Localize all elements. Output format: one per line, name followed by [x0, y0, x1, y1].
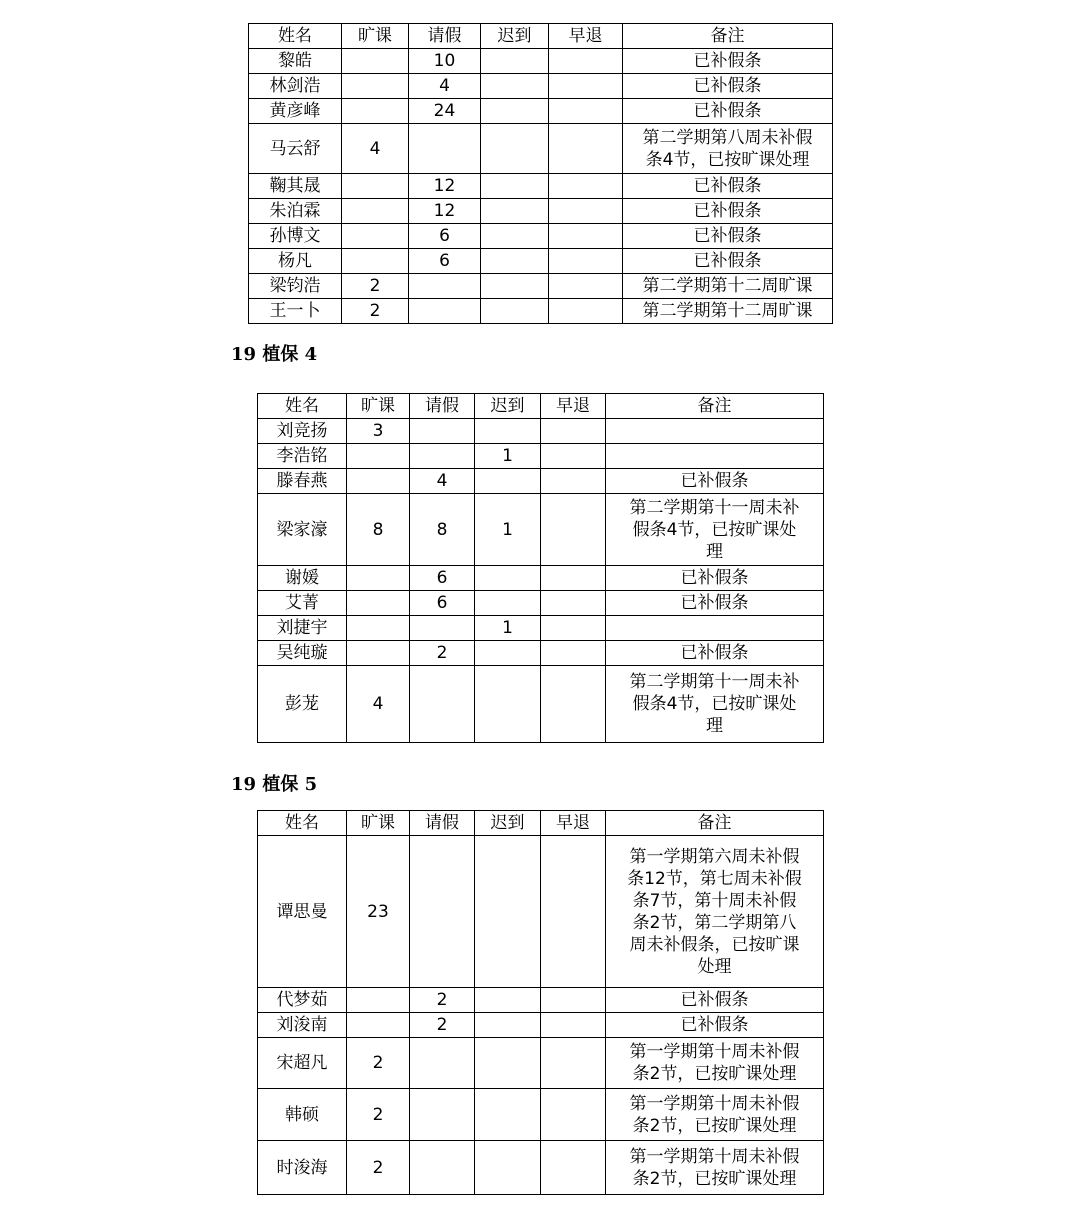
- cell-note: 已补假条: [623, 199, 833, 224]
- cell-leave: [410, 419, 475, 444]
- cell-late: [475, 566, 541, 591]
- cell-absent: [342, 99, 409, 124]
- header-row: [249, 24, 833, 49]
- cell-absent: [347, 591, 410, 616]
- cell-early: [541, 666, 606, 743]
- table-row: [258, 566, 824, 591]
- header-name: 姓名: [258, 394, 347, 419]
- cell-name: 刘竞扬: [258, 419, 347, 444]
- cell-late: 1: [475, 494, 541, 566]
- cell-note: 第二学期第十一周未补 假条4节，已按旷课处 理: [606, 494, 824, 566]
- cell-note: 第二学期第十二周旷课: [623, 299, 833, 324]
- cell-absent: [342, 199, 409, 224]
- cell-leave: 8: [410, 494, 475, 566]
- cell-leave: [410, 1141, 475, 1195]
- cell-leave: [409, 124, 481, 174]
- header-note: 备注: [606, 394, 824, 419]
- table-row: [249, 249, 833, 274]
- cell-late: [475, 1089, 541, 1141]
- cell-note: [606, 444, 824, 469]
- table-row: [249, 299, 833, 324]
- cell-late: [481, 99, 549, 124]
- cell-early: [549, 99, 623, 124]
- table-row: [249, 199, 833, 224]
- section-title: 19 植保 5: [231, 774, 318, 795]
- cell-absent: [347, 641, 410, 666]
- cell-name: 时浚海: [258, 1141, 347, 1195]
- cell-name: 黄彦峰: [249, 99, 342, 124]
- cell-name: 孙博文: [249, 224, 342, 249]
- cell-leave: [409, 274, 481, 299]
- cell-early: [541, 469, 606, 494]
- cell-name: 梁钧浩: [249, 274, 342, 299]
- cell-absent: [342, 49, 409, 74]
- table-row: [249, 99, 833, 124]
- cell-note: 已补假条: [623, 74, 833, 99]
- cell-absent: 4: [342, 124, 409, 174]
- cell-leave: [410, 666, 475, 743]
- cell-early: [549, 174, 623, 199]
- table-row: [258, 1141, 824, 1195]
- cell-name: 宋超凡: [258, 1038, 347, 1089]
- header-note: 备注: [606, 811, 824, 836]
- cell-note: 已补假条: [623, 174, 833, 199]
- cell-name: 代梦茹: [258, 988, 347, 1013]
- cell-note: 已补假条: [606, 591, 824, 616]
- table-row: [258, 616, 824, 641]
- cell-leave: 2: [410, 641, 475, 666]
- cell-note: 第二学期第八周未补假 条4节，已按旷课处理: [623, 124, 833, 174]
- header-name: 姓名: [258, 811, 347, 836]
- header-name: 姓名: [249, 24, 342, 49]
- cell-late: [475, 1038, 541, 1089]
- cell-early: [541, 641, 606, 666]
- cell-early: [541, 419, 606, 444]
- table-row: [249, 49, 833, 74]
- cell-absent: 2: [342, 274, 409, 299]
- header-late: 迟到: [481, 24, 549, 49]
- cell-absent: 2: [347, 1038, 410, 1089]
- cell-early: [541, 1038, 606, 1089]
- cell-name: 谢媛: [258, 566, 347, 591]
- cell-early: [541, 566, 606, 591]
- cell-absent: [347, 444, 410, 469]
- header-early: 早退: [541, 394, 606, 419]
- cell-name: 韩硕: [258, 1089, 347, 1141]
- cell-early: [549, 224, 623, 249]
- cell-leave: 12: [409, 199, 481, 224]
- table-row: [249, 74, 833, 99]
- table-row: [249, 274, 833, 299]
- cell-note: 已补假条: [623, 249, 833, 274]
- cell-late: [481, 249, 549, 274]
- cell-early: [549, 299, 623, 324]
- cell-note: 已补假条: [623, 49, 833, 74]
- cell-note: 第一学期第十周未补假 条2节，已按旷课处理: [606, 1089, 824, 1141]
- cell-absent: 2: [347, 1089, 410, 1141]
- cell-note: [606, 616, 824, 641]
- cell-late: [481, 224, 549, 249]
- cell-leave: [410, 1089, 475, 1141]
- header-late: 迟到: [475, 811, 541, 836]
- cell-note: 第二学期第十二周旷课: [623, 274, 833, 299]
- table-row: [258, 988, 824, 1013]
- header-leave: 请假: [409, 24, 481, 49]
- cell-leave: [410, 836, 475, 988]
- table-row: [249, 174, 833, 199]
- table-row: [258, 494, 824, 566]
- cell-early: [541, 616, 606, 641]
- cell-absent: 23: [347, 836, 410, 988]
- cell-late: [475, 591, 541, 616]
- cell-early: [541, 494, 606, 566]
- cell-note: 第二学期第十一周未补 假条4节，已按旷课处 理: [606, 666, 824, 743]
- cell-leave: 4: [409, 74, 481, 99]
- table-row: [258, 666, 824, 743]
- cell-note: 已补假条: [606, 566, 824, 591]
- header-row: [258, 394, 824, 419]
- cell-early: [549, 274, 623, 299]
- header-early: 早退: [541, 811, 606, 836]
- table-row: [258, 591, 824, 616]
- cell-late: [481, 49, 549, 74]
- table-row: [258, 836, 824, 988]
- cell-leave: [410, 444, 475, 469]
- cell-name: 林剑浩: [249, 74, 342, 99]
- cell-absent: [342, 174, 409, 199]
- cell-leave: 6: [409, 249, 481, 274]
- cell-leave: 2: [410, 988, 475, 1013]
- cell-early: [549, 199, 623, 224]
- cell-name: 黎皓: [249, 49, 342, 74]
- cell-early: [549, 124, 623, 174]
- cell-leave: 24: [409, 99, 481, 124]
- cell-late: [475, 1013, 541, 1038]
- header-absent: 旷课: [342, 24, 409, 49]
- cell-early: [541, 1013, 606, 1038]
- attendance-table-2: [257, 393, 824, 743]
- table-row: [258, 1089, 824, 1141]
- cell-leave: 4: [410, 469, 475, 494]
- cell-name: 刘浚南: [258, 1013, 347, 1038]
- cell-absent: [347, 469, 410, 494]
- cell-note: 第一学期第十周未补假 条2节，已按旷课处理: [606, 1141, 824, 1195]
- cell-name: 梁家濠: [258, 494, 347, 566]
- cell-leave: 6: [410, 566, 475, 591]
- cell-absent: 2: [342, 299, 409, 324]
- cell-absent: [347, 988, 410, 1013]
- cell-note: 已补假条: [606, 1013, 824, 1038]
- cell-absent: [347, 1013, 410, 1038]
- cell-late: [475, 988, 541, 1013]
- cell-note: 已补假条: [606, 469, 824, 494]
- table-row: [258, 469, 824, 494]
- cell-late: [481, 299, 549, 324]
- cell-early: [549, 249, 623, 274]
- cell-late: [481, 199, 549, 224]
- cell-name: 王一卜: [249, 299, 342, 324]
- header-note: 备注: [623, 24, 833, 49]
- cell-name: 刘捷宇: [258, 616, 347, 641]
- cell-name: 杨凡: [249, 249, 342, 274]
- table-row: [258, 1038, 824, 1089]
- cell-early: [541, 1089, 606, 1141]
- cell-name: 谭思曼: [258, 836, 347, 988]
- cell-early: [541, 591, 606, 616]
- cell-late: [475, 1141, 541, 1195]
- cell-leave: [410, 1038, 475, 1089]
- cell-late: [475, 469, 541, 494]
- cell-name: 彭茏: [258, 666, 347, 743]
- table-row: [249, 224, 833, 249]
- cell-early: [541, 444, 606, 469]
- cell-late: [475, 836, 541, 988]
- cell-late: [475, 419, 541, 444]
- cell-early: [549, 49, 623, 74]
- cell-name: 李浩铭: [258, 444, 347, 469]
- cell-absent: 4: [347, 666, 410, 743]
- cell-early: [541, 988, 606, 1013]
- cell-late: [481, 174, 549, 199]
- cell-late: [475, 666, 541, 743]
- cell-note: 已补假条: [623, 224, 833, 249]
- header-row: [258, 811, 824, 836]
- cell-absent: [347, 566, 410, 591]
- cell-name: 鞠其晟: [249, 174, 342, 199]
- cell-name: 吴纯璇: [258, 641, 347, 666]
- cell-early: [541, 1141, 606, 1195]
- cell-early: [541, 836, 606, 988]
- cell-leave: [410, 616, 475, 641]
- cell-note: 已补假条: [606, 641, 824, 666]
- cell-absent: 2: [347, 1141, 410, 1195]
- header-absent: 旷课: [347, 394, 410, 419]
- cell-leave: [409, 299, 481, 324]
- cell-leave: 6: [410, 591, 475, 616]
- table-row: [249, 124, 833, 174]
- cell-note: 第一学期第六周未补假 条12节，第七周未补假 条7节，第十周未补假 条2节，第二学期第八 周未补假条，已按旷课 处理: [606, 836, 824, 988]
- table-row: [258, 444, 824, 469]
- cell-late: [475, 641, 541, 666]
- header-leave: 请假: [410, 394, 475, 419]
- cell-late: [481, 74, 549, 99]
- cell-absent: [342, 224, 409, 249]
- cell-note: 已补假条: [623, 99, 833, 124]
- attendance-table-1: [248, 23, 833, 324]
- header-leave: 请假: [410, 811, 475, 836]
- header-absent: 旷课: [347, 811, 410, 836]
- cell-late: [481, 274, 549, 299]
- table-row: [258, 1013, 824, 1038]
- cell-absent: [342, 249, 409, 274]
- cell-name: 朱泊霖: [249, 199, 342, 224]
- cell-late: [481, 124, 549, 174]
- section-title: 19 植保 4: [231, 344, 318, 365]
- cell-leave: 10: [409, 49, 481, 74]
- cell-name: 艾菁: [258, 591, 347, 616]
- table-row: [258, 641, 824, 666]
- cell-leave: 6: [409, 224, 481, 249]
- cell-absent: 3: [347, 419, 410, 444]
- cell-absent: [347, 616, 410, 641]
- cell-note: 已补假条: [606, 988, 824, 1013]
- table-row: [258, 419, 824, 444]
- cell-absent: [342, 74, 409, 99]
- cell-leave: 2: [410, 1013, 475, 1038]
- attendance-table-3: [257, 810, 824, 1195]
- cell-note: [606, 419, 824, 444]
- cell-name: 滕春燕: [258, 469, 347, 494]
- cell-name: 马云舒: [249, 124, 342, 174]
- cell-absent: 8: [347, 494, 410, 566]
- cell-leave: 12: [409, 174, 481, 199]
- cell-note: 第一学期第十周未补假 条2节，已按旷课处理: [606, 1038, 824, 1089]
- cell-late: 1: [475, 616, 541, 641]
- cell-late: 1: [475, 444, 541, 469]
- header-late: 迟到: [475, 394, 541, 419]
- header-early: 早退: [549, 24, 623, 49]
- cell-early: [549, 74, 623, 99]
